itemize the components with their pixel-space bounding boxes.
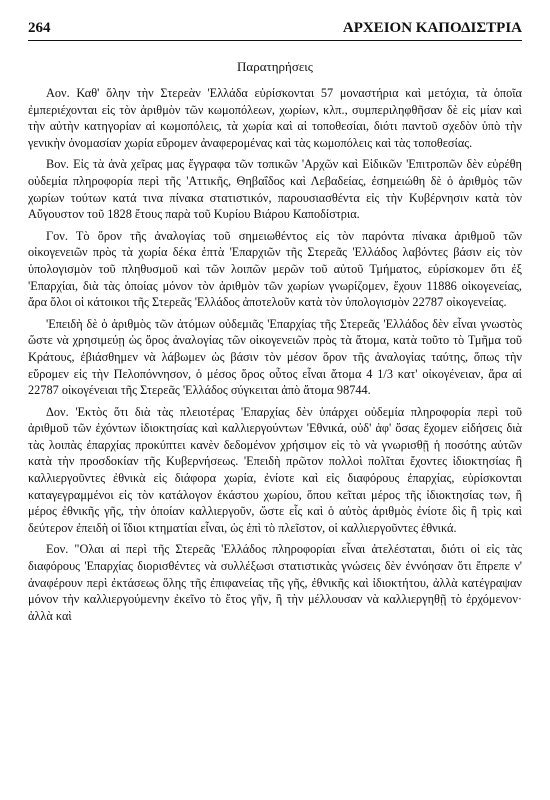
body-text [28, 85, 522, 624]
paragraph-3: Γον. Τὸ ὅρον τῆς ἀναλογίας τοῦ σημειωθέντος εἰς τὸν παρόντα πίνακα ἀριθμοῦ τῶν οἰκογενειῶν πρὸς τὰ χωρία δέκα ἑπτὰ 'Επαρχιῶν τῆς Στερεᾶς 'Ελλάδος λαβόντες βάσιν εἰς τὸν ὑπολογισμὸν τοῦ πληθυσμοῦ καὶ τῶν λοιπῶν μερῶν τοῦ αὐτοῦ Τμήματος, εὑρίσκομεν ὅτι ἐξ 'Επαρχίαι, διὰ τὰς ὁποίας μόνον τὸν ἀριθμὸν τῶν χωρίων γνωρίζομεν, ἔχουν 11886 οἰκογενείας, ἄρα ὅλοι οἱ κάτοικοι τῆς Στερεᾶς 'Ελλάδος ἀποτελοῦν κατὰ τὸν ὑπολογισμὸν 22787 οἰκογενείας. [28, 228, 522, 310]
header-rule [28, 40, 522, 41]
page-header [28, 20, 522, 39]
paragraph-5: Δον. 'Εκτὸς ὅτι διὰ τὰς πλειοτέρας 'Επαρχίας δὲν ὑπάρχει οὐδεμία πληροφορία περὶ τοῦ ἀριθμοῦ τῶν ἐχόντων ἰδιοκτησίας καὶ καλλιεργούντων 'Εθνικά, οὐδ' ἀφ' ὅσας ἔχομεν εἰδήσεις διὰ τὰς λοιπὰς ἐπαρχίας προκύπτει κανὲν δεδομένον χρήσιμον εἰς τὸ νὰ γνωρισθῇ ἡ ποσότης αὐτῶν κατὰ τὴν προσδοκίαν τῆς Κυβερνήσεως. 'Επειδὴ πρῶτον πολλοὶ πολῖται ἔχοντες ἰδιοκτησίας ἢ καλλιεργοῦντες ἐθνικὰ εἰς διάφορα χωρία, ἐνίοτε καὶ εἰς διαφόρους ἐπαρχίας, εὑρίσκονται καταγεγραμμένοι εἰς τὸν κατάλογον ἑκάστου χωρίου, ὅπου κεῖται μέρος τῆς ἰδιοκτησίας των, ἢ μέρος ἐθνικῆς γῆς, τὴν ὁποίαν καλλιεργοῦν, ὥστε εἷς καὶ ὁ αὐτὸς ἀριθμὸς ἐνίοτε δὶς ἢ τρὶς καὶ δεύτερον ἐπειδὴ οἱ ἴδιοι κτηματίαι εἶναι, ὡς ἐπὶ τὸ πλεῖστον, οἱ καλλιεργοῦντες ἐθνικά. [28, 404, 522, 535]
paragraph-1: Αον. Καθ' ὅλην τὴν Στερεὰν 'Ελλάδα εὑρίσκονται 57 μοναστήρια καὶ μετόχια, τὰ ὁποῖα ἐμπεριέχονται εἰς τὸν ἀριθμὸν τῶν κωμοπόλεων, χωρίων, κλπ., συμπεριληφθῆσαν δὲ εἰς μίαν καὶ τὴν αὐτὴν κατηγορίαν αἱ κωμοπόλεις, τὰ χωρία καὶ αἱ τοποθεσίαι, διότι παντοῦ σχεδὸν ὑπὸ τὴν γενικὴν ὀνομασίαν χωρία εὕρομεν ἀναφερομένας καὶ τὰς κωμοπόλεις καὶ τὰς τοποθεσίας. [28, 86, 522, 150]
paragraph-2: Βον. Εἰς τὰ ἀνὰ χεῖρας μας ἔγγραφα τῶν τοπικῶν 'Αρχῶν καὶ Εἰδικῶν 'Επιτροπῶν δὲν εὑρέθη οὐδεμία πληροφορία περὶ τῆς 'Αττικῆς, Θηβαΐδος καὶ Λεβαδείας, ἐσημειώθη δὲ ὁ ἀριθμὸς τῶν χωρίων τούτων κατά τινα πίνακα στατιστικόν, παρουσιασθέντα εἰς τὴν Κυβέρνησιν κατὰ τὸν Αὔγουστον τοῦ 1828 ἔτους παρὰ τοῦ Κυρίου Βιάρου Καποδίστρια. [28, 157, 522, 222]
paragraph-4: 'Επειδὴ δὲ ὁ ἀριθμὸς τῶν ἀτόμων οὐδεμιᾶς 'Επαρχίας τῆς Στερεᾶς 'Ελλάδος δὲν εἶναι γνωστὸς ὥστε νὰ χρησιμεύῃ ὡς ὅρος ἀναλογίας τῶν οἰκογενειῶν πρὸς τὰ ἄτομα, κατὰ τοῦτο τὸ Τμῆμα τοῦ Κράτους, ἐβιάσθημεν νὰ λάβωμεν ὡς βάσιν τὸν μέσον ὅρον τῆς ἀναλογίας ταύτης, ὅπως τὴν εὕρομεν εἰς τὴν Πελοπόννησον, ὁ μέσος ὅρος οὗτος εἶναι ἄτομα 4 1/3 κατ' οἰκογένειαν, ἄρα αἱ 22787 οἰκογένειαι τῆς Στερεᾶς 'Ελλάδος σύγκειται ἀπὸ ἄτομα 98744. [28, 316, 522, 398]
running-title: ΑΡΧΕΙΟΝ ΚΑΠΟΔΙΣΤΡΙΑ [342, 20, 522, 36]
page-number: 264 [28, 20, 51, 36]
paragraph-6: Εον. "Ολαι αἱ περὶ τῆς Στερεᾶς 'Ελλάδος πληροφορίαι εἶναι ἀτελέσταται, διότι οἱ εἰς τὰς διαφόρους 'Επαρχίας διορισθέντες νὰ συλλέξωσι στατιστικὰς γνώσεις δὲν ἐννόησαν ὅτι ἔπρεπε ν' ἀναφέρουν περὶ ἐκτάσεως ὅλης τῆς ἐπιφανείας τῆς γῆς, ἐθνικῆς καὶ ἰδιοκτήτου, ἀλλὰ κατέγραψαν μόνον τὴν καλλιεργούμενην ἐκεῖνο τὸ ἔτος γῆν, ἢ τὴν μέλλουσαν νὰ καλλιεργηθῇ τὸ ἐρχόμενον· ἀλλὰ καὶ [28, 542, 522, 623]
section-title: Παρατηρήσεις [237, 59, 313, 74]
